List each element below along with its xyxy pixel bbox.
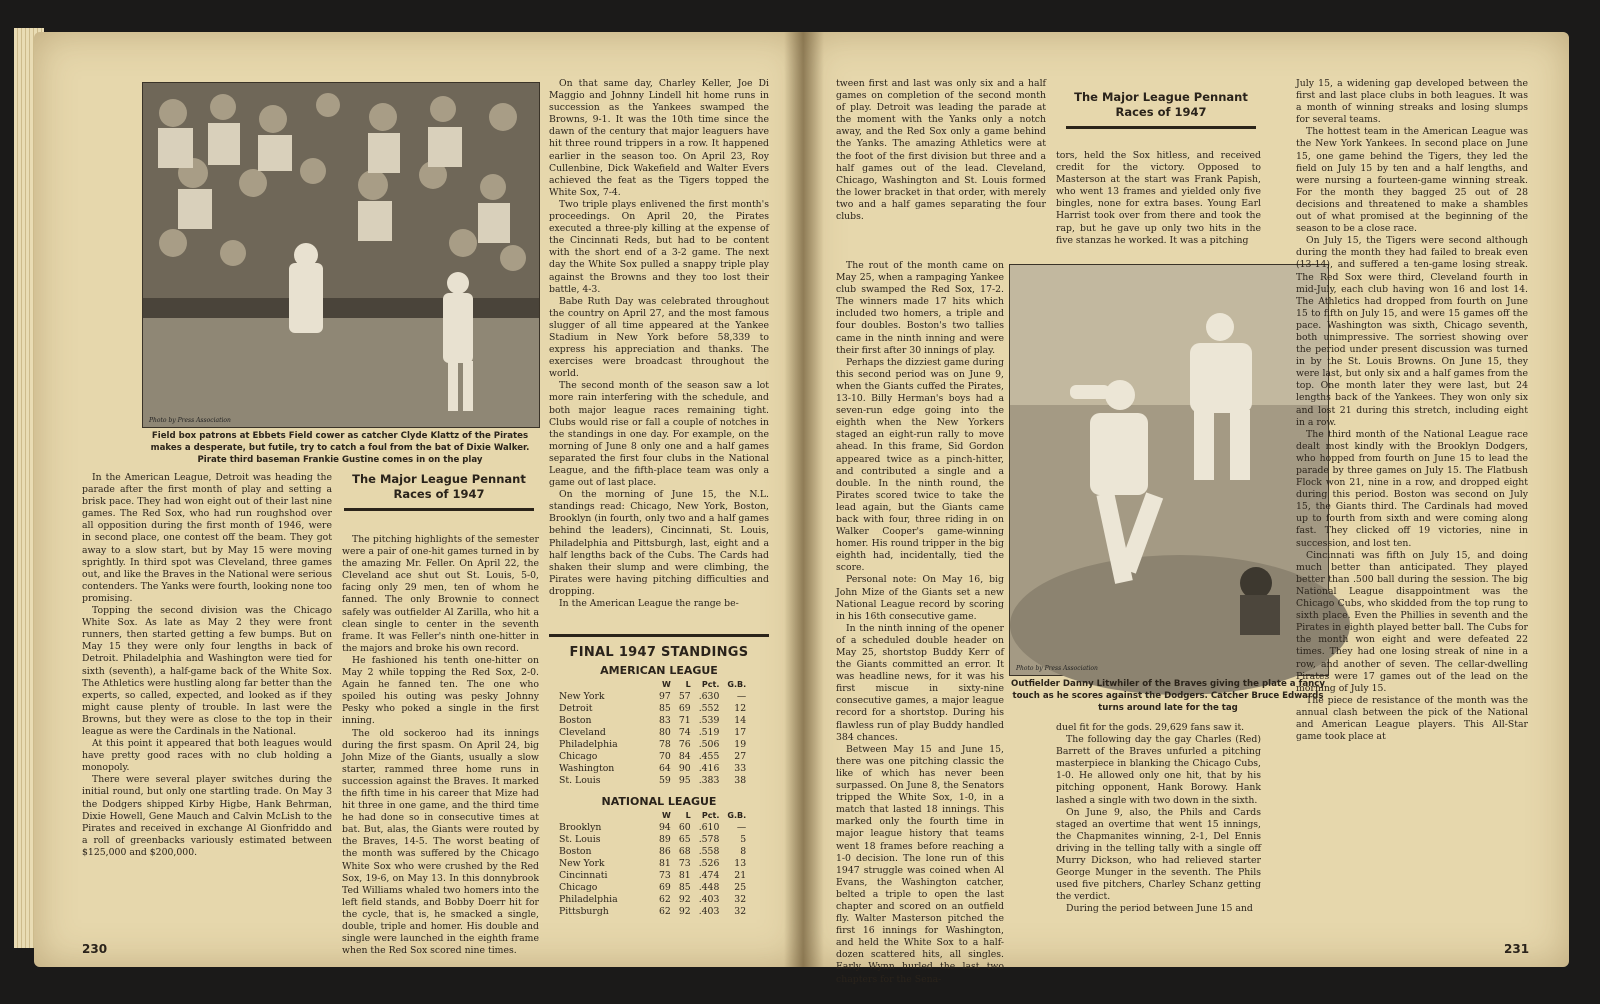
- games-behind: 32: [734, 906, 747, 917]
- losses: 73: [678, 858, 691, 869]
- games-behind: 17: [734, 727, 747, 738]
- team-name: New York: [559, 691, 605, 702]
- paragraph: Cincinnati was fifth on July 15, and doing much better than anticipated. They played better than .500 ball during the session. The big National League disappointment was the Chicago Cubs, who skidded from the top rung to sixth place. Even the Phillies in seventh and the Pirates in eighth played better ball. The Cubs for the month won eight and were defeated 22 times. They had one losing streak of nine in a row, and another of seven. The cellar-dwelling Pirates were 17 games out of the lead on the morning of July 15.: [1296, 549, 1528, 694]
- page-number: 230: [82, 942, 108, 956]
- section-heading-text: The Major League Pennant Races of 1947: [1074, 90, 1248, 119]
- win-pct: .448: [698, 882, 720, 893]
- games-behind: 32: [734, 894, 747, 905]
- paragraph: The rout of the month came on May 25, when a rampaging Yankee club swamped the Red Sox, 17-2. The winners made 17 hits which included two homers, a triple and four doubles. Boston's two tallies came in the ninth inning and were their first after 30 innings of play.: [836, 260, 1004, 356]
- heading-rule: [1066, 126, 1256, 129]
- wins: 62: [659, 906, 671, 917]
- national-league-rows: [557, 822, 750, 918]
- american-league-table: [557, 679, 750, 787]
- win-pct: .552: [698, 703, 720, 714]
- wins: 59: [659, 775, 671, 786]
- paragraph: On July 15, the Tigers were second although during the month they had failed to break even (13-14), and suffered a ten-game losing streak. The Red Sox were third, Cleveland fourth in mid-July, each club having won 16 and lost 14. The Athletics had dropped from fourth on June 15 to fifth on July 15, and were 15 games off the pace. Washington was sixth, Chicago seventh, both unimpressive. The sorriest showing over the period under present discussion was turned in by the St. Louis Browns. On June 15, they were last, but only six and a half games from the top. One month later they were last, but 24 lengths back of the Yankees. They won only six and lost 21 during this stretch, including eight in a row.: [1296, 235, 1528, 428]
- standings-row: [557, 751, 750, 763]
- losses: 92: [678, 894, 691, 905]
- standings-row: [557, 834, 750, 846]
- win-pct: .403: [698, 894, 720, 905]
- team-name: Cleveland: [559, 727, 606, 738]
- left-column-1: [82, 472, 332, 940]
- standings-row: [557, 763, 750, 775]
- column-header-team: [557, 679, 655, 691]
- wins: 85: [659, 703, 671, 714]
- standings-row: [557, 727, 750, 739]
- games-behind: 25: [734, 882, 747, 893]
- win-pct: .474: [698, 870, 720, 881]
- left-page: [34, 32, 804, 967]
- standings-row: [557, 822, 750, 834]
- wins: 89: [659, 834, 671, 845]
- standings-title: FINAL 1947 STANDINGS: [569, 645, 749, 660]
- team-name: St. Louis: [559, 775, 601, 786]
- right-page: [804, 32, 1569, 985]
- win-pct: .383: [698, 775, 720, 786]
- games-behind: 5: [740, 834, 747, 845]
- team-name: Detroit: [559, 703, 593, 714]
- column-header-gb: G.B.: [727, 811, 747, 820]
- heading-rule: [344, 508, 534, 511]
- losses: 65: [678, 834, 691, 845]
- standings-row: [557, 691, 750, 703]
- paragraph: The piece de resistance of the month was the annual clash between the pick of the National and American League players. This All-Star game took place at: [1296, 694, 1528, 743]
- wins: 70: [659, 751, 671, 762]
- national-league-table: [557, 810, 750, 918]
- games-behind: 21: [734, 870, 747, 881]
- standings-row: [557, 870, 750, 882]
- wins: 78: [659, 739, 671, 750]
- losses: 68: [678, 846, 691, 857]
- wins: 81: [659, 858, 671, 869]
- photo-credit: Photo by Press Association: [149, 417, 231, 424]
- american-league-rows: [557, 691, 750, 787]
- paragraph: The hottest team in the American League was the New York Yankees. In second place on June 15, one game behind the Tigers, they led the field on July 15 by ten and a half lengths, and were nursing a fourteen-game winning streak. For the month they bagged 25 out of 28 decisions and threatened to make a shambles out of what promised at the beginning of the season to be a close race.: [1296, 126, 1528, 235]
- wins: 62: [659, 894, 671, 905]
- wins: 83: [659, 715, 671, 726]
- paragraph: Perhaps the dizziest game during this second period was on June 9, when the Giants cuffed the Pirates, 13-10. Billy Herman's boys had a seven-run edge going into the eighth when the New Yorkers staged an eight-run rally to move ahead. In this frame, Sid Gordon appeared twice as a pinch-hitter, and contributed a single and a double. In the ninth round, the Pirates scored twice to take the lead again, but the Giants came back with four, three riding in on Walker Cooper's game-winning homer. His round tripper in the big eighth had, incidentally, tied the score.: [836, 356, 1004, 574]
- team-name: Chicago: [559, 882, 598, 893]
- photo-caption: Outfielder Danny Litwhiler of the Braves giving the plate a fancy touch as he scores against the Dodgers. Catcher Bruce Edwards turns around late for the tag: [1011, 679, 1325, 713]
- games-behind: 13: [734, 858, 747, 869]
- right-column-3: [1296, 78, 1528, 944]
- paragraph: In the American League, Detroit was heading the parade after the first month of play and setting a brisk pace. They had won eight out of their last nine games. The Red Sox, who had run roughshod over all opposition during the first month of 1946, were in second place, one contest off the beam. They got away to a slow start, but by May 15 were moving sprightly. In third spot was Cleveland, three games out, and like the Braves in the National were serious contenders. The Yanks were fourth, looking none too promising.: [82, 472, 332, 604]
- paragraph: On the morning of June 15, the N.L. standings read: Chicago, New York, Boston, Brooklyn (in fourth, only two and a half games behind the leaders), Cincinnati, St. Louis, Philadelphia and Pittsburgh, last, eight and a half lengths back of the Cubs. The Cards had shaken their slump and were climbing, the Pirates were having pitching difficulties and dropping.: [549, 489, 769, 597]
- paragraph: He fashioned his tenth one-hitter on May 2 while topping the Red Sox, 2-0. Again he fanned ten. The one who spoiled his outing was pesky Johnny Pesky who poked a single in the first inning.: [342, 654, 539, 727]
- paragraph: Two triple plays enlivened the first month's proceedings. On April 20, the Pirates executed a three-ply killing at the expense of the Cincinnati Reds, but had to be content with the short end of a 3-2 game. The next day the White Sox pulled a snappy triple play against the Browns and they too lost their battle, 4-3.: [549, 198, 769, 295]
- wins: 97: [659, 691, 671, 702]
- wins: 80: [659, 727, 671, 738]
- win-pct: .455: [698, 751, 720, 762]
- losses: 92: [678, 906, 691, 917]
- team-name: Boston: [559, 715, 592, 726]
- paragraph: duel fit for the gods. 29,629 fans saw it.: [1056, 722, 1245, 733]
- american-league-heading: AMERICAN LEAGUE: [600, 664, 718, 677]
- paragraph: Between May 15 and June 15, there was one pitching classic the like of which has never been surpassed. On June 8, the Senators tripped the White Sox, 1-0, in a match that lasted 18 innings. This marked only the fourth time in major league history that teams went 18 frames before reaching a 1-0 decision. The lone run of this 1947 struggle was coined when Al Evans, the Washington catcher, belted a triple to open the last chapter and scored on an outfield fly. Walter Masterson pitched the first 16 innings for Washington, and held the White Sox to a half-dozen scattered hits, all singles. Early Wynn hurled the last two chapters for the Sena-: [836, 743, 1004, 985]
- games-behind: 8: [740, 846, 747, 857]
- national-league-heading: NATIONAL LEAGUE: [601, 795, 717, 808]
- wins: 94: [659, 822, 671, 833]
- games-behind: —: [736, 822, 747, 833]
- column-header-team: [557, 810, 655, 822]
- games-behind: 19: [734, 739, 747, 750]
- paragraph: Personal note: On May 16, big John Mize of the Giants set a new National League record by scoring in his 16th consecutive game.: [836, 574, 1004, 622]
- left-column-3: [549, 78, 769, 626]
- team-name: Philadelphia: [559, 894, 618, 905]
- photo-caption: Field box patrons at Ebbets Field cower as catcher Clyde Klattz of the Pirates makes a desperate, but futile, try to catch a foul from the bat of Dixie Walker. Pirate third baseman Frankie Gustine comes in on the play: [150, 431, 530, 465]
- standings-row: [557, 715, 750, 727]
- losses: 90: [678, 763, 691, 774]
- standings-row: [557, 703, 750, 715]
- wins: 73: [659, 870, 671, 881]
- right-column-2-top: [1056, 150, 1261, 262]
- standings-row: [557, 882, 750, 894]
- standings-row: [557, 894, 750, 906]
- losses: 84: [678, 751, 691, 762]
- team-name: St. Louis: [559, 834, 601, 845]
- section-heading-text: The Major League Pennant Races of 1947: [352, 472, 526, 501]
- wins: 64: [659, 763, 671, 774]
- losses: 71: [678, 715, 691, 726]
- column-header-l: L: [685, 680, 691, 689]
- crowd-photo-illustration: [143, 83, 539, 427]
- paragraph: There were several player switches during the initial round, but only one startling trade. On May 3 the Dodgers shipped Kirby Higbe, Hank Behrman, Dixie Howell, Gene Mauch and Calvin McLish to the Pirates and received in exchange Al Gionfriddo and a roll of greenbacks variously estimated between $125,000 and $200,000.: [82, 774, 332, 858]
- column-header-pct: Pct.: [701, 680, 720, 689]
- open-magazine-spread: [14, 18, 1586, 984]
- page-number: 231: [1504, 942, 1530, 956]
- losses: 69: [678, 703, 691, 714]
- column-header-l: L: [685, 811, 691, 820]
- standings-rule: [549, 634, 769, 637]
- paragraph: tors, held the Sox hitless, and received credit for the victory. Opposed to Masterson at the start was Frank Papish, who went 13 frames and yielded only five bingles, none for extra bases. Young Earl Harrist took over from there and took the rap, but he gave up only two hits in the five stanzas he worked. It was a pitching: [1056, 150, 1261, 246]
- team-name: Boston: [559, 846, 592, 857]
- losses: 76: [678, 739, 691, 750]
- paragraph: Topping the second division was the Chicago White Sox. As late as May 2 they were front runners, then started getting a few bumps. But on May 15 they were only four lengths in back of Detroit. Philadelphia and Washington were tied for sixth (seventh), a half-game back of the White Sox. The Athletics were hustling along far better than the experts, so called, expected, and looked as if they might cause plenty of trouble. In last were the Browns, but they were as close to the top in their league as were the Cardinals in the National.: [82, 605, 332, 737]
- wins: 69: [659, 882, 671, 893]
- team-name: Chicago: [559, 751, 598, 762]
- section-heading: [1066, 90, 1256, 129]
- losses: 74: [678, 727, 691, 738]
- right-column-1-narrow: [836, 260, 1004, 985]
- win-pct: .519: [698, 727, 720, 738]
- paragraph: The second month of the season saw a lot more rain interfering with the schedule, and both major league races remaining tight. Clubs would rise or fall a couple of notches in the standings in one day. For example, on the morning of June 8 only one and a half games separated the first four clubs in the National League, and the fifth-place team was only a game out of last place.: [549, 380, 769, 489]
- win-pct: .578: [698, 834, 720, 845]
- right-column-2-bottom: [1056, 722, 1261, 942]
- losses: 81: [678, 870, 691, 881]
- paragraph: The third month of the National League race dealt most kindly with the Brooklyn Dodgers, who hopped from fourth on June 15 to lead the parade by three games on July 15. The Flatbush Flock won 21, nine in a row, and dropped eight during this period. Boston was second on July 15, the Giants third. The Cardinals had moved up to fourth from sixth and were coming along fast. They clicked off 19 victories, nine in succession, and lost ten.: [1296, 428, 1528, 549]
- paragraph: tween first and last was only six and a half games on completion of the second month of play. Detroit was leading the parade at the moment with the Yanks only a notch away, and the Red Sox only a game behind the Yanks. The amazing Athletics were at the foot of the first division but three and a half games out of the lead. Cleveland, Chicago, Washington and St. Louis formed the lower bracket in that order, with merely two and a half games separating the four clubs.: [836, 78, 1046, 223]
- team-name: New York: [559, 858, 605, 869]
- team-name: Cincinnati: [559, 870, 608, 881]
- win-pct: .526: [698, 858, 720, 869]
- paragraph: The following day the gay Charles (Red) Barrett of the Braves unfurled a pitching masterpiece in blanking the Chicago Cubs, 1-0. He allowed only one hit, that by his pitching opponent, Hank Borowy. Hank lashed a single with two down in the sixth.: [1056, 734, 1261, 806]
- paragraph: July 15, a widening gap developed between the first and last place clubs in both leagues. It was a month of winning streaks and losing slumps for several teams.: [1296, 78, 1528, 126]
- losses: 57: [678, 691, 691, 702]
- paragraph: Babe Ruth Day was celebrated throughout the country on April 27, and the most famous slugger of all time appeared at the Yankee Stadium in New York before 58,339 to express his appreciation and thanks. The exercises were broadcast throughout the world.: [549, 295, 769, 380]
- win-pct: .539: [698, 715, 720, 726]
- win-pct: .506: [698, 739, 720, 750]
- paragraph: In the ninth inning of the opener of a scheduled double header on May 25, shortstop Buddy Kerr of the Giants committed an error. It was headline news, for it was his first miscue in sixty-nine consecutive games, a major league record for a shortstop. During his flawless run of play Buddy handled 384 chances.: [836, 622, 1004, 743]
- losses: 60: [678, 822, 691, 833]
- column-header-w: W: [662, 680, 671, 689]
- paragraph: On that same day, Charley Keller, Joe Di Maggio and Johnny Lindell hit home runs in succession as the Yankees swamped the Browns, 9-1. It was the 10th time since the dawn of the century that major leaguers have hit three round trippers in a row. It happened earlier in the season too. On April 23, Roy Cullenbine, Dick Wakefield and Walter Evers achieved the feat as the Tigers topped the White Sox, 7-4.: [549, 78, 769, 198]
- photo-credit: Photo by Press Association: [1016, 665, 1098, 672]
- paragraph: The pitching highlights of the semester were a pair of one-hit games turned in by the amazing Mr. Feller. On April 22, the Cleveland ace shut out St. Louis, 5-0, facing only 29 men, ten of whom he fanned. The only Brownie to connect safely was outfielder Al Zarilla, who hit a clean single to center in the seventh frame. It was Feller's ninth one-hitter in the majors and broke his own record.: [342, 534, 539, 654]
- games-behind: 14: [734, 715, 747, 726]
- win-pct: .416: [698, 763, 720, 774]
- paragraph: On June 9, also, the Phils and Cards staged an overtime that went 15 innings, the Chapmanites winning, 2-1, Del Ennis driving in the telling tally with a single off Murry Dickson, who had relieved starter George Munger in the seventh. The Phils used five pitchers, Charley Schanz getting the verdict.: [1056, 806, 1261, 903]
- column-header-w: W: [662, 811, 671, 820]
- paragraph: At this point it appeared that both leagues would have pretty good races with no club holding a monopoly.: [82, 738, 332, 774]
- final-standings-box: [549, 634, 769, 918]
- standings-row: [557, 846, 750, 858]
- paragraph: During the period between June 15 and: [1066, 903, 1253, 915]
- team-name: Brooklyn: [559, 822, 602, 833]
- ebbets-field-photo: [142, 82, 540, 428]
- losses: 95: [678, 775, 691, 786]
- standings-row: [557, 775, 750, 787]
- games-behind: 38: [734, 775, 747, 786]
- standings-row: [557, 858, 750, 870]
- paragraph: The old sockeroo had its innings during the first spasm. On April 24, big John Mize of the Giants, usually a slow starter, rammed three home runs in succession against the Braves. It marked the fifth time in his career that Mize had hit three in one game, and the third time he had done so in consecutive times at bat. But, alas, the Giants were routed by the Braves, 14-5. The worst beating of the month was suffered by the Chicago White Sox who were crushed by the Red Sox, 19-6, on May 13. In this donnybrook Ted Williams whaled two homers into the left field stands, and Bobby Doerr hit for the cycle, that is, he smacked a single, double, triple and homer. His double and single were launched in the eighth frame when the Red Sox scored nine times.: [342, 727, 539, 957]
- win-pct: .610: [698, 822, 720, 833]
- paragraph: In the American League the range be-: [559, 598, 739, 610]
- win-pct: .403: [698, 906, 720, 917]
- wins: 86: [659, 846, 671, 857]
- win-pct: .558: [698, 846, 720, 857]
- standings-row: [557, 739, 750, 751]
- games-behind: —: [736, 691, 747, 702]
- left-column-2: [342, 534, 539, 957]
- games-behind: 27: [734, 751, 747, 762]
- losses: 85: [678, 882, 691, 893]
- section-heading: [344, 472, 534, 511]
- team-name: Philadelphia: [559, 739, 618, 750]
- litwhiler-photo: [1009, 264, 1329, 676]
- team-name: Pittsburgh: [559, 906, 609, 917]
- column-header-pct: Pct.: [701, 811, 720, 820]
- games-behind: 33: [734, 763, 747, 774]
- column-header-gb: G.B.: [727, 680, 747, 689]
- win-pct: .630: [698, 691, 720, 702]
- right-column-1-top: [836, 78, 1046, 258]
- team-name: Washington: [559, 763, 615, 774]
- standings-row: [557, 906, 750, 918]
- games-behind: 12: [734, 703, 747, 714]
- baseball-play-illustration: [1010, 265, 1328, 675]
